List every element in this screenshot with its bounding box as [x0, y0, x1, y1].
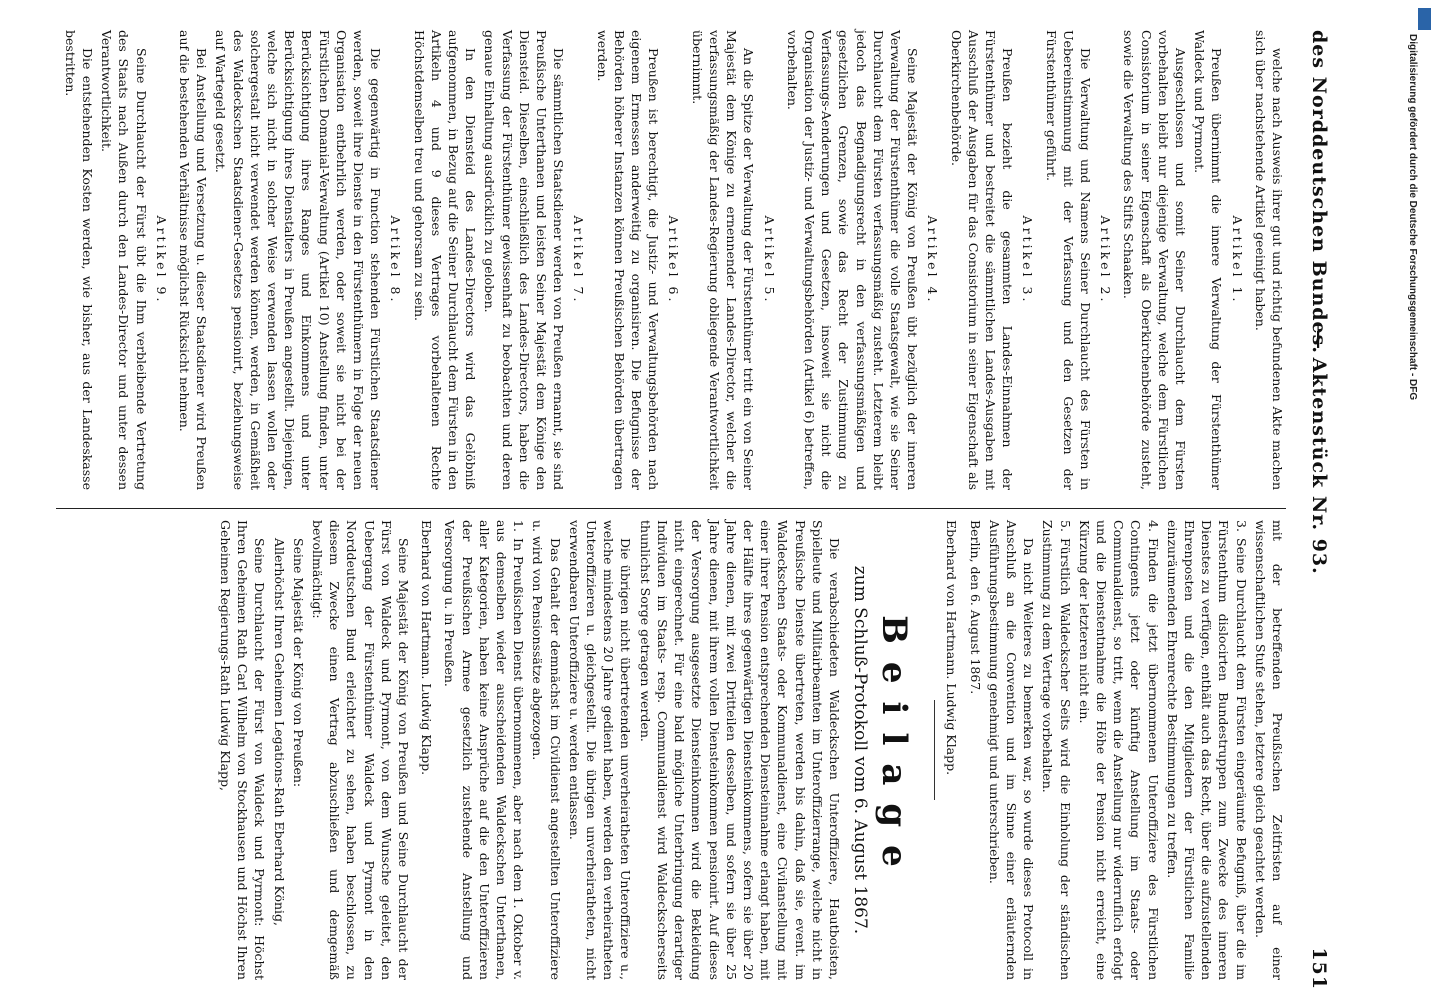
dfg-logo	[1418, 8, 1431, 30]
paragraph	[441, 520, 527, 980]
section-rule	[934, 700, 935, 800]
item-number: 3.	[1233, 520, 1249, 532]
article-heading: Artikel 1.	[1229, 215, 1245, 305]
item-number: 1.	[511, 520, 527, 532]
page-number: 151	[1308, 947, 1330, 990]
paragraph: In den Diensteid des Landes-Directors wird das Gelöbniß aufgenommen, in Bezug auf die Seiner Durchlaucht dem Fürsten in den Artikeln 4 und 9 dieses Vertrages vorbehaltenen Rechte Höchstdemselben treu und gehorsam zu sein.	[411, 30, 479, 490]
paragraph: Die übrigen nicht übertretenden unverheiratheten Unteroffiziere u., welche mindestens 20 Jahre gedient haben, werden den verheiratheten Unteroffizieren u. gleichgestellt. Die übrigen unverheiratheten, nicht verwendbaren Unteroffiziere u. werden entlassen.	[566, 520, 634, 980]
paragraph: Die verabschiedeten Waldeckschen Unteroffiziere, Hautboisten, Spielleute und Militairbeamten im Unteroffizierrange, welche nicht in Preußische Dienste übertreten, werden bis dahin, daß sie, event. im Waldeckschen Staats- oder Kommunaldienst, eine Civilanstellung mit einer ihrer Pension entsprechenden Diensteinnahme erlangt haben, mit der Hälfte ihres gegenwärtigen Diensteinkommens, sofern sie über 20 Jahre dienen, mit zwei Dritteilen desselben, und sofern sie über 25 Jahre dienen, mit ihrem vollen Diensteinkommen pensionirt. Auf dieses der Versorgung ausgesetzte Diensteinkommen wird die Bekleidung nicht eingerechnet. Für eine bald mögliche Unterbringung derartiger Individuen im Staats- resp. Communaldienst wird Waldeckscherseits thunlichst Sorge getragen werden.	[637, 520, 842, 980]
paragraph: Preußen ist berechtigt, die Justiz- und Verwaltungsbehörden nach eigenem Ermessen anderweitig zu organisiren. Die Befugnisse der Behörden höherer Instanzen können Preußischen Behörden übertragen werden.	[594, 30, 662, 490]
paragraph: Die sämmtlichen Staatsdiener werden von Preußen ernannt, sie sind Preußische Unterthanen und leisten Seiner Majestät dem Könige den Diensteid. Dieselben, einschließlich des Landes-Directors, haben die Verfassung der Fürstenthümer gewissenhaft zu beobachten und deren genaue Einhaltung ausdrücklich zu geloben.	[482, 30, 567, 490]
paragraph	[1076, 520, 1162, 980]
paragraph: Ausgeschlossen und somit Seiner Durchlaucht dem Fürsten vorbehalten bleibt nur diejenige Verwaltung, welche dem Fürstlichen Consistorium in seiner Eigenschaft als Oberkirchenbehörde zusteht, sowie die Verwaltung des Stifts Schaaken.	[1121, 30, 1188, 490]
paragraph: Seine Durchlaucht der Fürst übt die Ihm verbleibende Vertretung des Staats nach Außen durch den Landes-Director und unter dessen Verantwortlichkeit.	[99, 30, 149, 490]
item-text: Seine Durchlaucht dem Fürsten eingeräumte Befugniß, über die im Fürstenthum dislocirten Bundestruppen zum Zwecke des inneren Dienstes zu verfügen, enthält auch das Recht, über die aufzustellenden Ehrenposten und die den Mitgliedern der Fürstlichen Familie einzuräumenden Ehrenrechte Bestimmungen zu treffen.	[1164, 520, 1249, 980]
paragraph: Seine Durchlaucht der Fürst von Waldeck und Pyrmont: Höchst Ihren Geheimen Rath Carl Wilhelm von Stockhausen und Höchst Ihren Geheimen Regierungs-Rath Ludwig Klapp,	[218, 520, 268, 980]
article-heading: Artikel 6.	[666, 215, 682, 305]
signature-line: Eberhard von Hartmann. Ludwig Klapp.	[419, 520, 435, 776]
paragraph: Da nicht Weiteres zu bemerken war, so wurde dieses Protocoll in Anschluß an die Convention und im Sinne einer erläuternden Ausführungsbestimmung genehmigt und unterschrieben.	[986, 520, 1037, 980]
item-number: 4.	[1145, 520, 1161, 532]
item-text: Fürstlich Waldeckscher Seits wird die Einholung der ständischen Zustimmung zu dem Vertrage vorbehalten.	[1040, 520, 1073, 980]
right-column	[60, 30, 1286, 490]
header-center: — Aktenstück Nr. 93.	[1308, 330, 1330, 575]
document-page	[30, 30, 1330, 990]
signature-line: Eberhard von Hartmann. Ludwig Klapp.	[944, 520, 960, 776]
header-left: des Norddeutschen Bundes.	[1308, 30, 1330, 354]
column-divider	[56, 508, 1286, 509]
paragraph: Berlin, den 6. August 1867.	[967, 520, 983, 695]
section-title: Beilage	[874, 615, 915, 885]
article-heading: Artikel 7.	[571, 215, 587, 305]
paragraph: Die Verwaltung und Namens Seiner Durchlaucht des Fürsten in Uebereinstimmung mit der Verfassung und den Gesetzen der Fürstenthümer geführt.	[1043, 30, 1093, 490]
item-text: Finden die jetzt übernommenen Unteroffiziere des Fürstlichen Contingents jetzt oder künftig Anstellung im Staats- oder Communaldienst, so tritt, wenn die Anstellung nur widerruflich erfolgt und die Dienstentnahme die Höhe der Pension nicht erreicht, eine Kürzung der letzteren nicht ein.	[1076, 520, 1161, 980]
paragraph: Die entstehenden Kosten werden, wie bisher, aus der Landeskasse bestritten.	[62, 30, 95, 490]
article-heading: Artikel 3.	[1020, 215, 1036, 305]
article-heading: Artikel 4.	[925, 215, 941, 305]
paragraph: Bei Anstellung und Versetzung u. dieser Staatsdiener wird Preußen auf die bestehenden Verhältnisse möglichst Rücksicht nehmen.	[177, 30, 210, 490]
page-header	[1300, 30, 1330, 990]
paragraph: mit der betreffenden Preußischen Zeitfristen auf einer wissenschaftlichen Stufe stehen, letztere gleich geachtet werden.	[1252, 520, 1285, 980]
digitization-note: Digitalisierung gefördert durch die Deutsche Forschungsgemeinschaft - DFG	[1407, 34, 1418, 401]
paragraph: Seine Majestät der König von Preußen übt bezüglich der inneren Verwaltung der Fürstenthümer die volle Staatsgewalt, wie sie Seiner Durchlaucht dem Fürsten verfassungsmäßig zusteht. Letzterem bleibt jedoch das Begnadigungsrecht in den verfassungsmäßigen und gesetzlichen Grenzen, sowie das Recht der Zustimmung zu Verfassungs-Aenderungen und Gesetzen, insoweit sie nicht die Organisation der Justiz- und Verwaltungsbehörden (Artikel 6) betreffen, vorbehalten.	[784, 30, 921, 490]
item-number: 5.	[1057, 520, 1073, 532]
paragraph: welche nach Ausweis ihrer gut und richtig befundenen Akte machen sich über nachstehende Artikel geeinigt haben.	[1252, 30, 1285, 490]
paragraph: Die gegenwärtig in Function stehenden Fürstlichen Staatsdiener werden, soweit ihre Dienste in den Fürstenthümern in Folge der neuen Organisation entbehrlich werden, oder soweit sie nicht bei der Fürstlichen Domanial-Verwaltung (Artikel 10) Anstellung finden, unter Berücksichtigung ihres Ranges und Einkommens und unter Berücksichtigung ihres Dienstalters in Preußen angestellt. Diejenigen, welche sich nicht in solcher Weise verwenden lassen wollen oder solchergestalt nicht verwendet werden können, werden, in Gemäßheit des Waldeckschen Staatsdiener-Gesetzes pensionirt, beziehungsweise auf Wartegeld gesetzt.	[213, 30, 384, 490]
section-subtitle: zum Schluß-Protokoll vom 6. August 1867.	[850, 565, 871, 935]
paragraph: Allerhöchst Ihren Geheimen Legations-Rath Eberhard König,	[271, 538, 287, 927]
article-heading: Artikel 8.	[388, 215, 404, 305]
article-heading: Artikel 2.	[1098, 215, 1114, 305]
paragraph: Das Gehalt der demnächst im Civildienst angestellten Unteroffiziere u. wird von Pensionssätze abgezogen.	[530, 520, 563, 980]
left-column	[215, 520, 1286, 980]
paragraph	[1039, 520, 1073, 980]
article-heading: Artikel 5.	[761, 215, 777, 305]
item-text: In Preußischen Dienst übernommenen, aber nach dem 1. Oktober v. aus demselben wieder ausscheidenden Waldeckschen Unterthanen, aller Kategorien, haben keine Ansprüche auf die den Unteroffizieren der Preußischen Armee gesetzlich zustehende Anstellung und Versorgung u. in Preußen.	[442, 520, 527, 980]
article-heading: Artikel 9.	[153, 215, 169, 305]
paragraph: Seine Majestät der König von Preußen und Seine Durchlaucht der Fürst von Waldeck und Pyrmont, von dem Wunsche geleitet, den Uebergang der Fürstenthümer Waldeck und Pyrmont in den Norddeutschen Bund erleichtert zu sehen, haben beschlossen, zu diesem Zwecke einen Vertrag abzuschließen und demgemäß bevollmächtigt:	[310, 520, 412, 980]
paragraph: Seine Majestät der König von Preußen:	[290, 538, 306, 788]
paragraph: Preußen bezieht die gesammten Landes-Einnahmen der Fürstenthümer und bestreitet die sämmtlichen Landes-Ausgaben mit Ausschluß der Ausgaben für das Consistorium in seiner Eigenschaft als Oberkirchenbehörde.	[948, 30, 1016, 490]
paragraph: An die Spitze der Verwaltung der Fürstenthümer tritt ein von Seiner Majestät dem Könige zu ernennender Landes-Director, welcher die verfassungsmäßig der Landes-Regierung obliegende Verantwortlichkeit übernimmt.	[689, 30, 757, 490]
paragraph	[1164, 520, 1250, 980]
paragraph: Preußen übernimmt die innere Verwaltung der Fürstenthümer Waldeck und Pyrmont.	[1192, 30, 1225, 490]
